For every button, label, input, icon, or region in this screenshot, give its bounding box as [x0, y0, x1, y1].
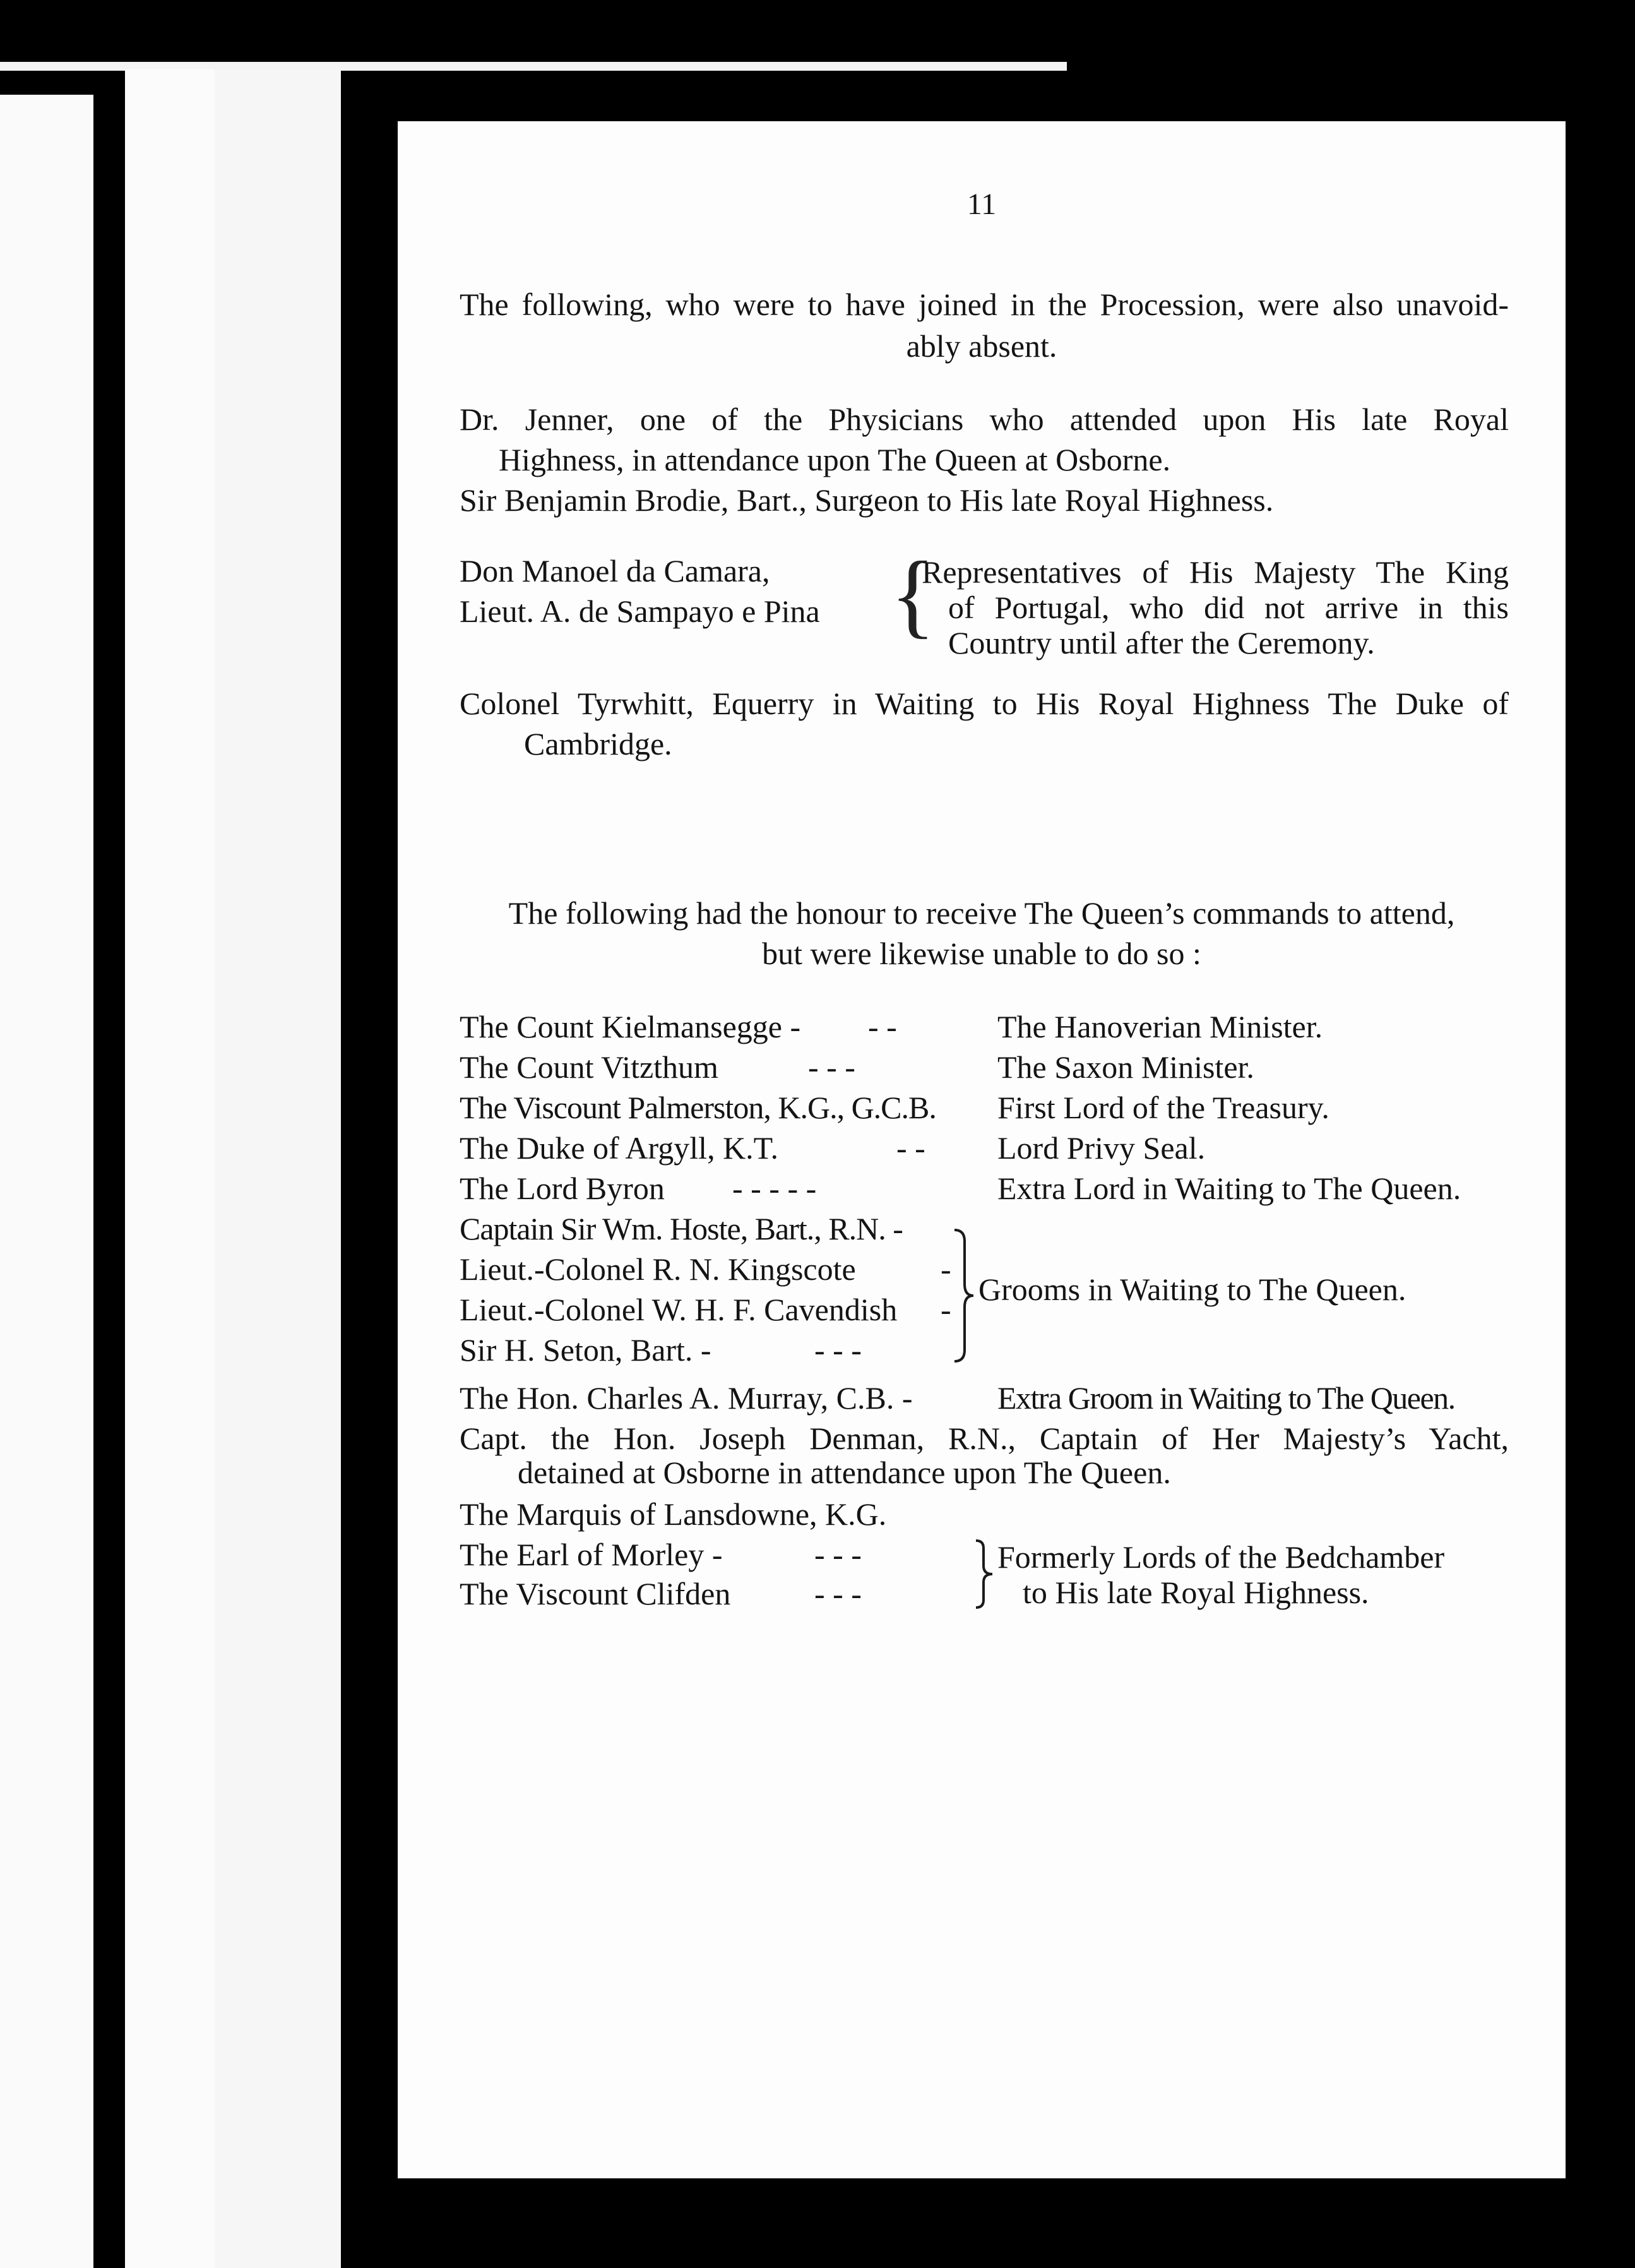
list-item-name: The Lord Byron: [460, 1171, 665, 1206]
list-item-role: Extra Lord in Waiting to The Queen.: [997, 1171, 1461, 1206]
bedchamber-leader-2: - - -: [814, 1576, 862, 1611]
left-page-edge: [0, 95, 93, 2268]
list-item-leader: - - - - -: [732, 1171, 817, 1206]
bedchamber-leader-1: - - -: [814, 1537, 862, 1572]
lansdowne-line: The Marquis of Lansdowne, K.G.: [460, 1496, 887, 1532]
portugal-desc-2: of Portugal, who did not arrive in this: [948, 590, 1509, 625]
groom-name-4: Sir H. Seton, Bart. -: [460, 1332, 711, 1368]
denman-line2: detained at Osborne in attendance upon The Queen.: [518, 1455, 1171, 1490]
portugal-name-2: Lieut. A. de Sampayo e Pina: [460, 594, 820, 629]
list-item-name: The Count Kielmansegge -: [460, 1009, 801, 1044]
portugal-name-1: Don Manoel da Camara,: [460, 553, 770, 588]
bedchamber-brace: [975, 1539, 994, 1609]
page-gutter: [125, 69, 215, 2268]
grooms-role: Grooms in Waiting to The Queen.: [978, 1272, 1406, 1307]
jenner-line2: Highness, in attendance upon The Queen at Osborne.: [499, 442, 1171, 477]
groom-name-3: Lieut.-Colonel W. H. F. Cavendish: [460, 1292, 898, 1327]
portugal-desc-1: Representatives of His Majesty The King: [922, 554, 1509, 590]
intro1-line2: ably absent.: [906, 328, 1057, 364]
grooms-brace: [953, 1229, 975, 1363]
intro1-line1: The following, who were to have joined in the Procession, were also unavoid-: [460, 287, 1509, 322]
portugal-desc-3: Country until after the Ceremony.: [948, 625, 1375, 660]
intro2-line2: but were likewise unable to do so :: [762, 936, 1201, 971]
list-item-name: The Duke of Argyll, K.T.: [460, 1130, 779, 1166]
tyrwhitt-line2: Cambridge.: [524, 726, 672, 761]
murray-role: Extra Groom in Waiting to The Queen.: [997, 1380, 1455, 1416]
list-item-name: The Viscount Palmerston, K.G., G.C.B.: [460, 1090, 936, 1125]
tyrwhitt-line1: Colonel Tyrwhitt, Equerry in Waiting to His Royal Highness The Duke of: [460, 686, 1509, 721]
list-item-role: Lord Privy Seal.: [997, 1130, 1206, 1166]
list-item-leader: - -: [868, 1009, 897, 1044]
groom-leader-3: -: [941, 1292, 951, 1327]
bedchamber-role-1: Formerly Lords of the Bedchamber: [997, 1539, 1445, 1575]
list-item-leader: - - -: [808, 1049, 855, 1085]
jenner-line1: Dr. Jenner, one of the Physicians who attended upon His late Royal: [460, 402, 1509, 437]
groom-name-2: Lieut.-Colonel R. N. Kingscote: [460, 1251, 856, 1287]
page-number: 11: [966, 188, 997, 221]
groom-leader-2: -: [941, 1251, 951, 1287]
list-item-name: The Count Vitzthum: [460, 1049, 718, 1085]
page-gutter-shadow: [215, 69, 341, 2268]
document-page: [398, 121, 1566, 2178]
murray-name: The Hon. Charles A. Murray, C.B. -: [460, 1380, 913, 1416]
brodie-line: Sir Benjamin Brodie, Bart., Surgeon to His late Royal Highness.: [460, 482, 1274, 518]
intro2-line1: The following had the honour to receive The Queen’s commands to attend,: [508, 895, 1455, 931]
groom-leader-4: - - -: [814, 1332, 862, 1368]
list-item-role: First Lord of the Treasury.: [997, 1090, 1329, 1125]
groom-name-1: Captain Sir Wm. Hoste, Bart., R.N. -: [460, 1211, 903, 1246]
list-item-role: The Hanoverian Minister.: [997, 1009, 1323, 1044]
bedchamber-role-2: to His late Royal Highness.: [1023, 1575, 1369, 1610]
denman-line1: Capt. the Hon. Joseph Denman, R.N., Captain of Her Majesty’s Yacht,: [460, 1421, 1509, 1456]
bedchamber-name-1: The Earl of Morley -: [460, 1537, 723, 1572]
list-item-role: The Saxon Minister.: [997, 1049, 1254, 1085]
bedchamber-name-2: The Viscount Clifden: [460, 1576, 731, 1611]
list-item-leader: - -: [896, 1130, 925, 1166]
portugal-brace: {: [890, 542, 936, 647]
